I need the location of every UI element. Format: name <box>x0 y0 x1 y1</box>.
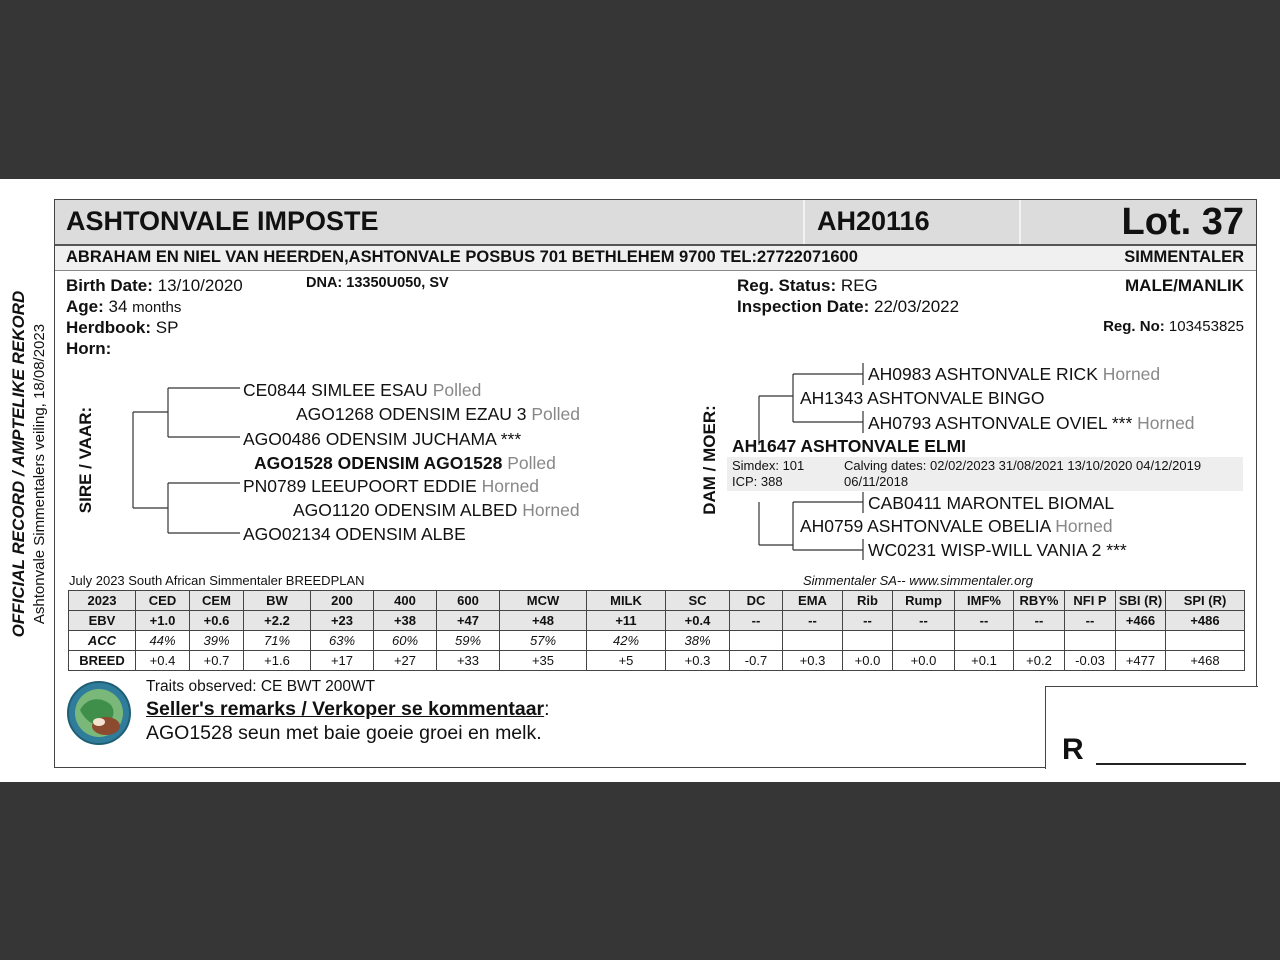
sire-dam-sire: PN0789 LEEUPOORT EDDIE Horned <box>243 476 540 496</box>
breed-row-cell: +0.0 <box>843 651 893 671</box>
dam-sire-dam: AH0793 ASHTONVALE OVIEL *** Horned <box>868 413 1195 433</box>
acc-row-cell <box>783 631 843 651</box>
lot-sheet <box>0 179 1280 782</box>
price-box <box>1045 686 1258 769</box>
breed-row-cell: +33 <box>437 651 500 671</box>
dna-info: DNA: 13350U050, SV <box>306 275 449 291</box>
dam-label: DAM / MOER: <box>700 405 719 515</box>
herdbook: Herdbook: SP <box>66 318 179 337</box>
breed-row-cell: +0.0 <box>893 651 955 671</box>
dam-dam-dam: WC0231 WISP-WILL VANIA 2 *** <box>868 540 1127 560</box>
ebv-header-row-cell: NFI P <box>1065 591 1116 611</box>
acc-row-cell: 39% <box>190 631 244 651</box>
remarks-text: AGO1528 seun met baie goeie groei en melk. <box>146 722 542 744</box>
icp: ICP: 388 <box>732 474 783 489</box>
acc-row-cell <box>1014 631 1065 651</box>
ebv-row-cell: +38 <box>374 611 437 631</box>
ebv-header-row-cell: SC <box>666 591 730 611</box>
animal-id: AH20116 <box>817 206 930 236</box>
remarks-heading: Seller's remarks / Verkoper se kommentaar: <box>146 698 550 720</box>
breed-row-cell: +1.6 <box>244 651 311 671</box>
ebv-row-cell: +0.4 <box>666 611 730 631</box>
simmentaler-globe-logo-icon <box>66 680 132 746</box>
breed-row-cell: +0.3 <box>783 651 843 671</box>
ebv-header-row-cell: 600 <box>437 591 500 611</box>
sire-dam: AGO1120 ODENSIM ALBED Horned <box>293 500 580 520</box>
birth-date: Birth Date: 13/10/2020 <box>66 276 243 295</box>
ebv-row-cell: -- <box>730 611 783 631</box>
sire-label: SIRE / VAAR: <box>76 406 95 514</box>
breed-row-cell: +477 <box>1116 651 1166 671</box>
ebv-header-row-cell: CED <box>136 591 190 611</box>
ebv-row-cell: +0.6 <box>190 611 244 631</box>
ebv-row-cell: -- <box>783 611 843 631</box>
ebv-header-row-cell: DC <box>730 591 783 611</box>
ebv-header-row-cell: 2023 <box>69 591 136 611</box>
simdex: Simdex: 101 <box>732 458 805 473</box>
ebv-row-cell: +2.2 <box>244 611 311 631</box>
breed-row-cell: -0.7 <box>730 651 783 671</box>
age: Age: 34 months <box>66 297 182 316</box>
ebv-header-row-cell: BW <box>244 591 311 611</box>
ebv-row-cell: EBV <box>69 611 136 631</box>
acc-row-cell: 71% <box>244 631 311 651</box>
price-label: R <box>1062 733 1084 766</box>
ebv-header-row-cell: EMA <box>783 591 843 611</box>
ebv-header-row-cell: Rump <box>893 591 955 611</box>
sire-dam-dam: AGO02134 ODENSIM ALBE <box>243 524 466 544</box>
acc-row-cell <box>1116 631 1166 651</box>
inspection-date: Inspection Date: 22/03/2022 <box>737 297 960 316</box>
acc-row-cell: 57% <box>500 631 587 651</box>
ebv-row-cell: +486 <box>1166 611 1245 631</box>
breed-row-cell: -0.03 <box>1065 651 1116 671</box>
owner-details: ABRAHAM EN NIEL VAN HEERDEN,ASHTONVALE POSBUS 701 BETHLEHEM 9700 TEL:27722071600 <box>66 248 858 266</box>
animal-name: ASHTONVALE IMPOSTE <box>66 206 379 236</box>
ebv-header-row-cell: RBY% <box>1014 591 1065 611</box>
sex: MALE/MANLIK <box>1125 276 1244 295</box>
calving-dates-cont: 06/11/2018 <box>844 474 909 489</box>
sire: AGO1528 ODENSIM AGO1528 Polled <box>254 453 556 473</box>
sire-sire-sire: CE0844 SIMLEE ESAU Polled <box>243 380 482 400</box>
breed-row-cell: BREED <box>69 651 136 671</box>
breed-row-cell: +468 <box>1166 651 1245 671</box>
sire-sire-dam: AGO0486 ODENSIM JUCHAMA *** <box>243 429 522 449</box>
breed-name: SIMMENTALER <box>1124 248 1244 266</box>
reg-status: Reg. Status: REG <box>737 276 878 295</box>
ebv-row-cell: +466 <box>1116 611 1166 631</box>
ebv-row-cell: +1.0 <box>136 611 190 631</box>
acc-row-cell: 60% <box>374 631 437 651</box>
ebv-row-cell: -- <box>893 611 955 631</box>
acc-row <box>69 631 1245 651</box>
lot-number: Lot. 37 <box>1121 201 1244 243</box>
dam-stats-panel <box>727 457 1243 491</box>
auction-label: Ashtonvale Simmentalers veiling, 18/08/2023 <box>31 323 48 625</box>
acc-row-cell: 59% <box>437 631 500 651</box>
ebv-header-row-cell: MILK <box>587 591 666 611</box>
ebv-row-cell: +11 <box>587 611 666 631</box>
acc-row-cell <box>893 631 955 651</box>
acc-row-cell <box>1065 631 1116 651</box>
ebv-row-cell: +23 <box>311 611 374 631</box>
breed-row <box>69 651 1245 671</box>
acc-row-cell: ACC <box>69 631 136 651</box>
ebv-header-row-cell: CEM <box>190 591 244 611</box>
breed-row-cell: +0.7 <box>190 651 244 671</box>
ebv-row-cell: -- <box>1014 611 1065 631</box>
breed-row-cell: +17 <box>311 651 374 671</box>
ebv-header-row-cell: SPI (R) <box>1166 591 1245 611</box>
ebv-row-cell: +47 <box>437 611 500 631</box>
breedplan-source: Simmentaler SA-- www.simmentaler.org <box>803 573 1033 588</box>
acc-row-cell <box>1166 631 1245 651</box>
ebv-header-row-cell: SBI (R) <box>1116 591 1166 611</box>
calving-dates: Calving dates: 02/02/2023 31/08/2021 13/10/2020 04/12/2019 <box>844 458 1202 473</box>
acc-row-cell <box>843 631 893 651</box>
price-line[interactable] <box>1096 763 1246 765</box>
acc-row-cell <box>730 631 783 651</box>
breed-row-cell: +0.4 <box>136 651 190 671</box>
dam: AH1647 ASHTONVALE ELMI <box>732 436 967 456</box>
horn: Horn: <box>66 339 112 358</box>
breed-row-cell: +27 <box>374 651 437 671</box>
ebv-header-row-cell: 400 <box>374 591 437 611</box>
acc-row-cell: 42% <box>587 631 666 651</box>
ebv-row-cell: +48 <box>500 611 587 631</box>
ebv-row-cell: -- <box>955 611 1014 631</box>
ebv-header-row <box>69 591 1245 611</box>
breed-row-cell: +0.1 <box>955 651 1014 671</box>
dam-dam: AH0759 ASHTONVALE OBELIA Horned <box>800 516 1113 536</box>
lot-card <box>54 199 1257 768</box>
breed-row-cell: +0.3 <box>666 651 730 671</box>
traits-observed: Traits observed: CE BWT 200WT <box>146 678 376 695</box>
acc-row-cell: 44% <box>136 631 190 651</box>
ebv-header-row-cell: Rib <box>843 591 893 611</box>
ebv-row-cell: -- <box>1065 611 1116 631</box>
dam-sire-sire: AH0983 ASHTONVALE RICK Horned <box>868 364 1161 384</box>
ebv-row-cell: -- <box>843 611 893 631</box>
acc-row-cell: 38% <box>666 631 730 651</box>
acc-row-cell <box>955 631 1014 651</box>
ebv-header-row-cell: IMF% <box>955 591 1014 611</box>
ebv-header-row-cell: 200 <box>311 591 374 611</box>
breed-row-cell: +0.2 <box>1014 651 1065 671</box>
breed-row-cell: +5 <box>587 651 666 671</box>
dam-dam-sire: CAB0411 MARONTEL BIOMAL <box>868 493 1115 513</box>
acc-row-cell: 63% <box>311 631 374 651</box>
breed-row-cell: +35 <box>500 651 587 671</box>
ebv-header-row-cell: MCW <box>500 591 587 611</box>
breedplan-title: July 2023 South African Simmentaler BREEDPLAN <box>69 573 365 588</box>
sire-sire: AGO1268 ODENSIM EZAU 3 Polled <box>296 404 581 424</box>
ebv-row <box>69 611 1245 631</box>
ebv-table <box>68 590 1245 671</box>
official-record-label: OFFICIAL RECORD / AMPTELIKE REKORD <box>9 290 28 638</box>
reg-number: Reg. No: 103453825 <box>1103 318 1244 335</box>
dam-sire: AH1343 ASHTONVALE BINGO <box>800 388 1045 408</box>
